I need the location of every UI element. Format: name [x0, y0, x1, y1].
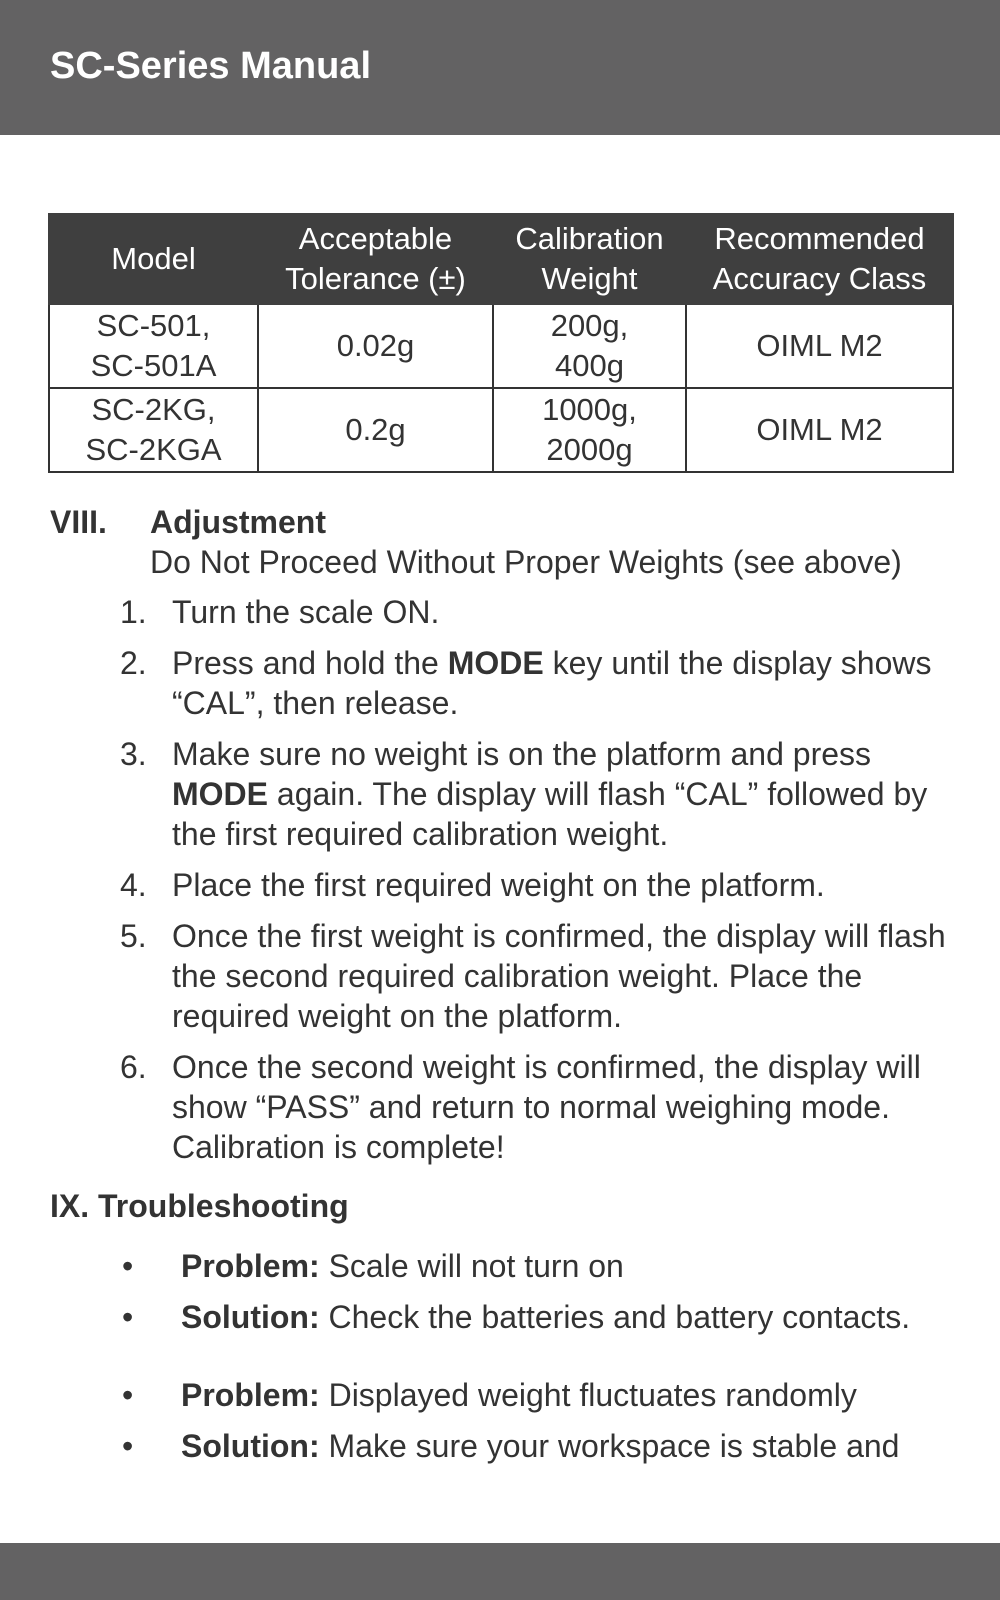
- cell-line: SC-501A: [90, 348, 217, 383]
- step-text: Place the first required weight on the platform.: [172, 867, 825, 903]
- adjustment-warning-note: Do Not Proceed Without Proper Weights (see above): [150, 544, 902, 580]
- bullet-icon: •: [122, 1377, 134, 1413]
- adjustment-steps-list: [120, 592, 950, 1178]
- page-header: [0, 0, 1000, 135]
- cell-model: [49, 304, 258, 388]
- cell-line: SC-2KG,: [91, 392, 216, 427]
- step-text: Make sure no weight is on the platform and press: [172, 736, 872, 772]
- column-header-accuracy-class: [686, 214, 953, 304]
- cell-model: [49, 388, 258, 472]
- cell-line: 2000g: [546, 432, 633, 467]
- trouble-text: Make sure your workspace is stable and: [328, 1428, 900, 1464]
- column-header-line: Acceptable: [298, 221, 453, 256]
- column-header-line: Tolerance (±): [285, 261, 466, 296]
- column-header-model: [49, 214, 258, 304]
- list-item: [120, 1426, 960, 1466]
- step-text: again. The display will flash “CAL” followed by the first required calibration weight.: [172, 776, 928, 852]
- section-title-adjustment: Adjustment: [150, 504, 326, 540]
- step-number: 1.: [120, 594, 147, 630]
- column-header-tolerance: [258, 214, 493, 304]
- column-header-line: Model: [111, 241, 196, 276]
- step-number: 2.: [120, 645, 147, 681]
- section-numeral-adjustment: VIII.: [50, 504, 107, 540]
- cell-weight: [493, 304, 686, 388]
- list-item: [120, 1047, 950, 1167]
- column-header-calibration-weight: [493, 214, 686, 304]
- cell-line: 1000g,: [542, 392, 637, 427]
- bullet-icon: •: [122, 1428, 134, 1464]
- section-title-troubleshooting: IX. Troubleshooting: [50, 1188, 349, 1224]
- list-item: [120, 592, 950, 632]
- cell-tolerance: 0.02g: [258, 304, 493, 388]
- troubleshooting-group: [120, 1246, 960, 1348]
- step-key-name: MODE: [447, 645, 544, 681]
- step-text: Press and hold the: [172, 645, 448, 681]
- column-header-line: Weight: [541, 261, 638, 296]
- list-item: [120, 916, 950, 1036]
- cell-line: SC-2KGA: [85, 432, 222, 467]
- table-row: [49, 304, 953, 388]
- troubleshooting-group: [120, 1375, 960, 1477]
- trouble-label: Problem:: [181, 1248, 320, 1284]
- table-row: [49, 388, 953, 472]
- list-item: [120, 1297, 960, 1337]
- step-key-name: MODE: [172, 776, 268, 812]
- column-header-line: Recommended: [714, 221, 925, 256]
- trouble-label: Solution:: [181, 1428, 320, 1464]
- trouble-label: Solution:: [181, 1299, 320, 1335]
- page-title: SC-Series Manual: [50, 45, 371, 87]
- bullet-icon: •: [122, 1299, 134, 1335]
- trouble-text: Displayed weight fluctuates randomly: [328, 1377, 857, 1413]
- trouble-text: Scale will not turn on: [328, 1248, 624, 1284]
- step-number: 6.: [120, 1049, 147, 1085]
- page-footer: [0, 1543, 1000, 1600]
- list-item: [120, 643, 950, 723]
- cell-line: SC-501,: [96, 308, 211, 343]
- column-header-line: Calibration: [515, 221, 664, 256]
- cell-weight: [493, 388, 686, 472]
- cell-accuracy: OIML M2: [686, 304, 953, 388]
- trouble-text: Check the batteries and battery contacts.: [328, 1299, 911, 1335]
- bullet-icon: •: [122, 1248, 134, 1284]
- list-item: [120, 1246, 960, 1286]
- list-item: [120, 1375, 960, 1415]
- calibration-spec-table: [48, 213, 954, 473]
- list-item: [120, 734, 950, 854]
- step-text: Turn the scale ON.: [172, 594, 440, 630]
- cell-line: 200g,: [550, 308, 629, 343]
- cell-line: 400g: [555, 348, 624, 383]
- list-item: [120, 865, 950, 905]
- trouble-label: Problem:: [181, 1377, 320, 1413]
- cell-accuracy: OIML M2: [686, 388, 953, 472]
- step-number: 4.: [120, 867, 147, 903]
- step-number: 3.: [120, 736, 147, 772]
- cell-tolerance: 0.2g: [258, 388, 493, 472]
- step-text: Once the first weight is confirmed, the display will flash the second required calibration weight. Place the required weight on the platform.: [172, 918, 946, 1034]
- step-text: Once the second weight is confirmed, the display will show “PASS” and return to normal weighing mode. Calibration is complete!: [172, 1049, 921, 1165]
- step-text: key until the display shows “CAL”, then release.: [172, 645, 932, 721]
- column-header-line: Accuracy Class: [712, 261, 927, 296]
- step-number: 5.: [120, 918, 147, 954]
- table-header-row: [49, 214, 953, 304]
